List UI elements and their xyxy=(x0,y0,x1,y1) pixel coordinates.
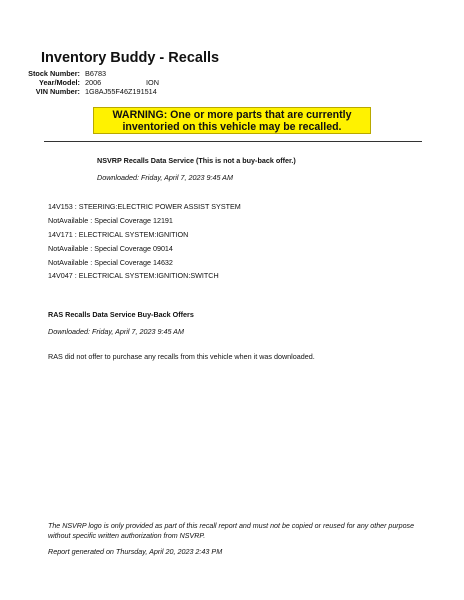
nsvrp-logo-notice: The NSVRP logo is only provided as part of this recall report and must not be copied or reused for any other purpose without specific written authorization from NSVRP. xyxy=(48,522,415,540)
recall-item: 14V047 : ELECTRICAL SYSTEM:IGNITION:SWITCH xyxy=(48,271,219,280)
recall-item: 14V171 : ELECTRICAL SYSTEM:IGNITION xyxy=(48,230,189,239)
stock-number-value: B6783 xyxy=(85,69,107,78)
year-model-label: Year/Model: xyxy=(39,78,80,87)
recall-item: NotAvailable : Special Coverage 09014 xyxy=(48,244,173,253)
report-generated: Report generated on Thursday, April 20, 2023 2:43 PM xyxy=(48,547,223,556)
vin-label: VIN Number: xyxy=(35,87,80,96)
warning-line-1: WARNING: One or more parts that are currently xyxy=(112,109,352,121)
nsvrp-heading: NSVRP Recalls Data Service (This is not a buy-back offer.) xyxy=(97,156,296,165)
recall-item: NotAvailable : Special Coverage 12191 xyxy=(48,216,173,225)
model-value: ION xyxy=(146,78,159,87)
ras-downloaded: Downloaded: Friday, April 7, 2023 9:45 AM xyxy=(48,327,184,336)
recall-item: NotAvailable : Special Coverage 14632 xyxy=(48,258,173,267)
section-divider xyxy=(44,141,422,142)
vin-value: 1G8AJ55F46Z191514 xyxy=(85,87,157,96)
recall-warning-banner xyxy=(93,107,371,134)
stock-number-label: Stock Number: xyxy=(28,69,80,78)
nsvrp-downloaded: Downloaded: Friday, April 7, 2023 9:45 AM xyxy=(97,173,233,182)
ras-heading: RAS Recalls Data Service Buy-Back Offers xyxy=(48,310,194,319)
year-value: 2006 xyxy=(85,78,102,87)
ras-message: RAS did not offer to purchase any recalls from this vehicle when it was downloaded. xyxy=(48,352,315,361)
page-title: Inventory Buddy - Recalls xyxy=(41,50,220,66)
recall-item: 14V153 : STEERING:ELECTRIC POWER ASSIST SYSTEM xyxy=(48,202,241,211)
warning-line-2: inventoried on this vehicle may be recalled. xyxy=(122,121,342,133)
